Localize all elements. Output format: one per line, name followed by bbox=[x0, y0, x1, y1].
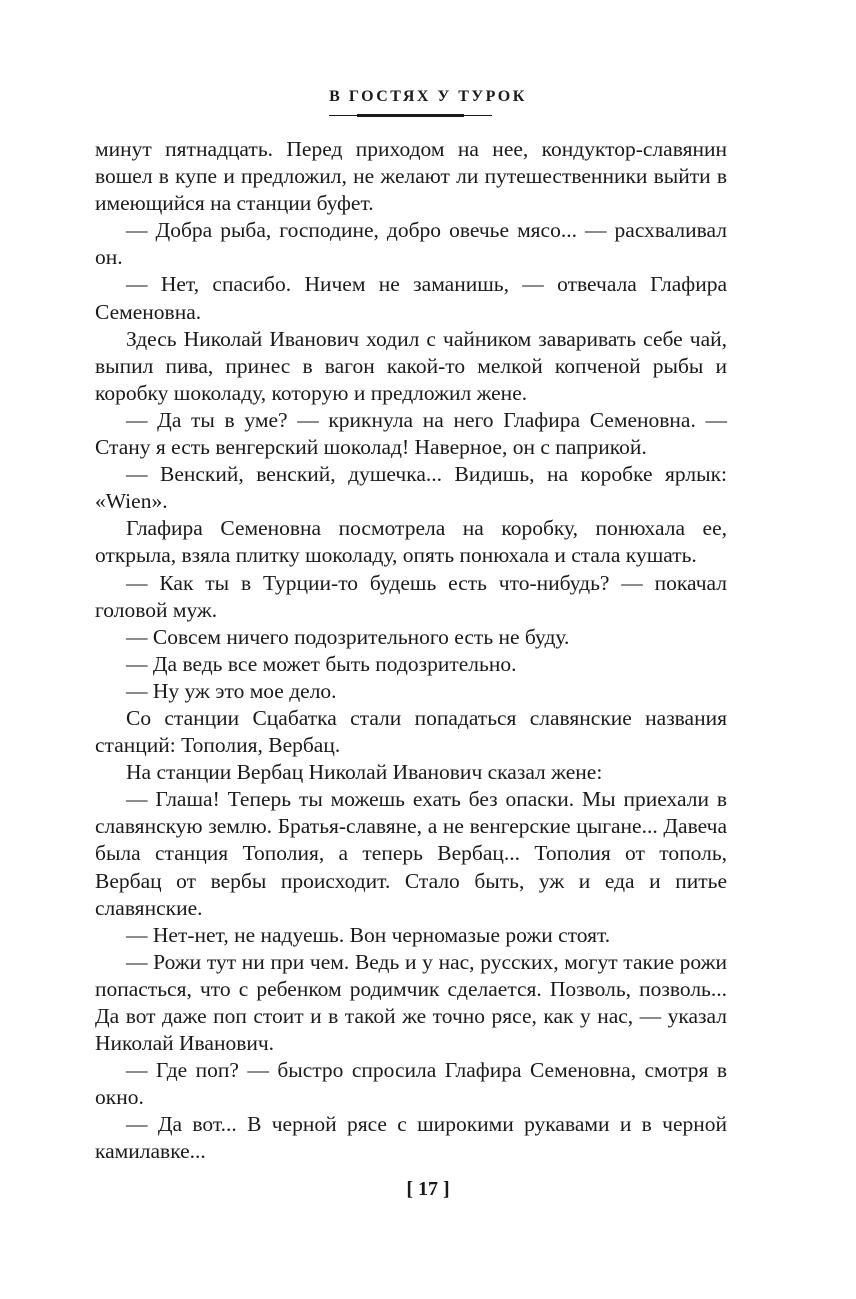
paragraph: — Да ведь все может быть подозрительно. bbox=[126, 651, 517, 676]
paragraph: — Да вот... В черной рясе с широкими рукавами и в черной камилавке... bbox=[95, 1112, 727, 1164]
paragraph: Здесь Николай Иванович ходил с чайником заваривать себе чай, выпил пива, принес в вагон какой-то мелкой копченой рыбы и коробку шоколаду, которую и предложил жене. bbox=[95, 326, 727, 405]
paragraph: — Нет, спасибо. Ничем не заманишь, — отвечала Глафира Семеновна. bbox=[95, 272, 727, 324]
page-number: [ 17 ] bbox=[406, 1178, 450, 1200]
paragraph: — Венский, венский, душечка... Видишь, на коробке ярлык: «Wien». bbox=[95, 462, 727, 514]
paragraph: Со станции Сцабатка стали попадаться славянские названия станций: Тополия, Вербац. bbox=[95, 705, 727, 758]
paragraph: — Совсем ничего подозрительного есть не буду. bbox=[126, 624, 570, 649]
paragraph: — Да ты в уме? — крикнула на него Глафира Семеновна. — Стану я есть венгерский шоколад! Наверное, он с паприкой. bbox=[95, 407, 727, 460]
running-header bbox=[0, 88, 856, 106]
paragraph: — Глаша! Теперь ты можешь ехать без опаски. Мы приехали в славянскую землю. Братья-славяне, а не венгерские цыгане... Давеча была станция Тополия, а теперь Вербац... Тополия от тополь, Вербац от вербы происходит. Стало быть, уж и еда и питье славянские. bbox=[95, 787, 727, 920]
paragraph: минут пятнадцать. Перед приходом на нее, кондуктор-славянин вошел в купе и предложил, не желают ли путешественники выйти в имеющийся на станции буфет. bbox=[95, 137, 727, 216]
paragraph: Глафира Семеновна посмотрела на коробку, понюхала ее, открыла, взяла плитку шоколаду, опять понюхала и стала кушать. bbox=[95, 516, 727, 568]
paragraph: — Рожи тут ни при чем. Ведь и у нас, русских, могут такие рожи попасться, что с ребенком родимчик сделается. Позволь, позволь... Да вот даже поп стоит и в такой же точно рясе, как у нас, — указал Николай Иванович. bbox=[95, 949, 727, 1056]
paragraph: На станции Вербац Николай Иванович сказал жене: bbox=[126, 760, 603, 785]
paragraph: — Нет-нет, не надуешь. Вон черномазые рожи стоят. bbox=[126, 922, 611, 947]
running-title: В ГОСТЯХ У ТУРОК bbox=[329, 88, 527, 105]
header-rule-thick bbox=[357, 114, 464, 117]
paragraph: — Где поп? — быстро спросила Глафира Семеновна, смотря в окно. bbox=[95, 1058, 727, 1110]
paragraph: — Как ты в Турции-то будешь есть что-нибудь? — покачал головой муж. bbox=[95, 570, 727, 622]
paragraph: — Добра рыба, господине, добро овечье мясо... — расхваливал он. bbox=[95, 218, 727, 270]
paragraph: — Ну уж это мое дело. bbox=[126, 678, 337, 703]
body-text bbox=[95, 136, 727, 1166]
